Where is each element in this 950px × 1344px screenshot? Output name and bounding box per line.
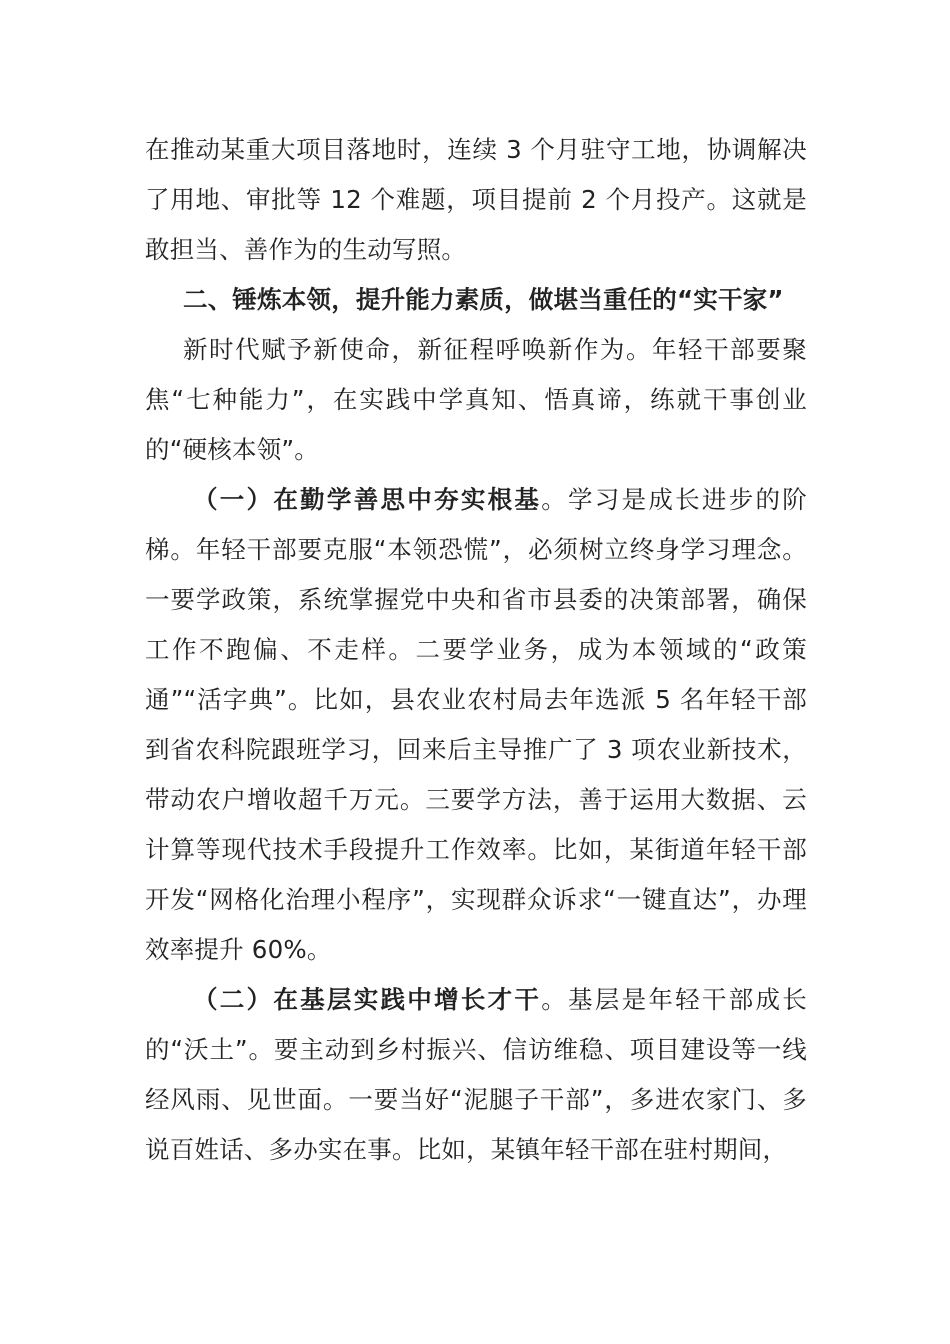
paragraph-study: [145, 475, 807, 975]
paragraph-continuation: 在推动某重大项目落地时，连续 3 个月驻守工地，协调解决了用地、审批等 12 个难题，项目提前 2 个月投产。这就是敢担当、善作为的生动写照。: [145, 135, 807, 264]
paragraph-practice-body: 。基层是年轻干部成长的“沃土”。要主动到乡村振兴、信访维稳、项目建设等一线经风雨、见世面。一要当好“泥腿子干部”，多进农家门、多说百姓话、多办实在事。比如，某镇年轻干部在驻村期间，: [145, 985, 807, 1164]
paragraph-practice: [145, 975, 807, 1175]
paragraph-intro: 新时代赋予新使命，新征程呼唤新作为。年轻干部要聚焦“七种能力”，在实践中学真知、悟真谛，练就干事创业的“硬核本领”。: [145, 335, 807, 464]
section-heading-2: 二、锤炼本领，提升能力素质，做堪当重任的“实干家”: [183, 285, 784, 314]
paragraph-study-body: 。学习是成长进步的阶梯。年轻干部要克服“本领恐慌”，必须树立终身学习理念。一要学政策，系统掌握党中央和省市县委的决策部署，确保工作不跑偏、不走样。二要学业务，成为本领域的“政策通”“活字典”。比如，县农业农村局去年选派 5 名年轻干部到省农科院跟班学习，回来后主导推广了 3 项农业新技术，带动农户增收超千万元。三要学方法，善于运用大数据、云计算等现代技术手段提升工作效率。比如，某街道年轻干部开发“网格化治理小程序”，实现群众诉求“一键直达”，办理效率提升 60%。: [145, 485, 807, 964]
document-page: [145, 125, 807, 1175]
subheading-practice: （二）在基层实践中增长才干: [193, 985, 542, 1014]
subheading-study: （一）在勤学善思中夯实根基: [193, 485, 542, 514]
